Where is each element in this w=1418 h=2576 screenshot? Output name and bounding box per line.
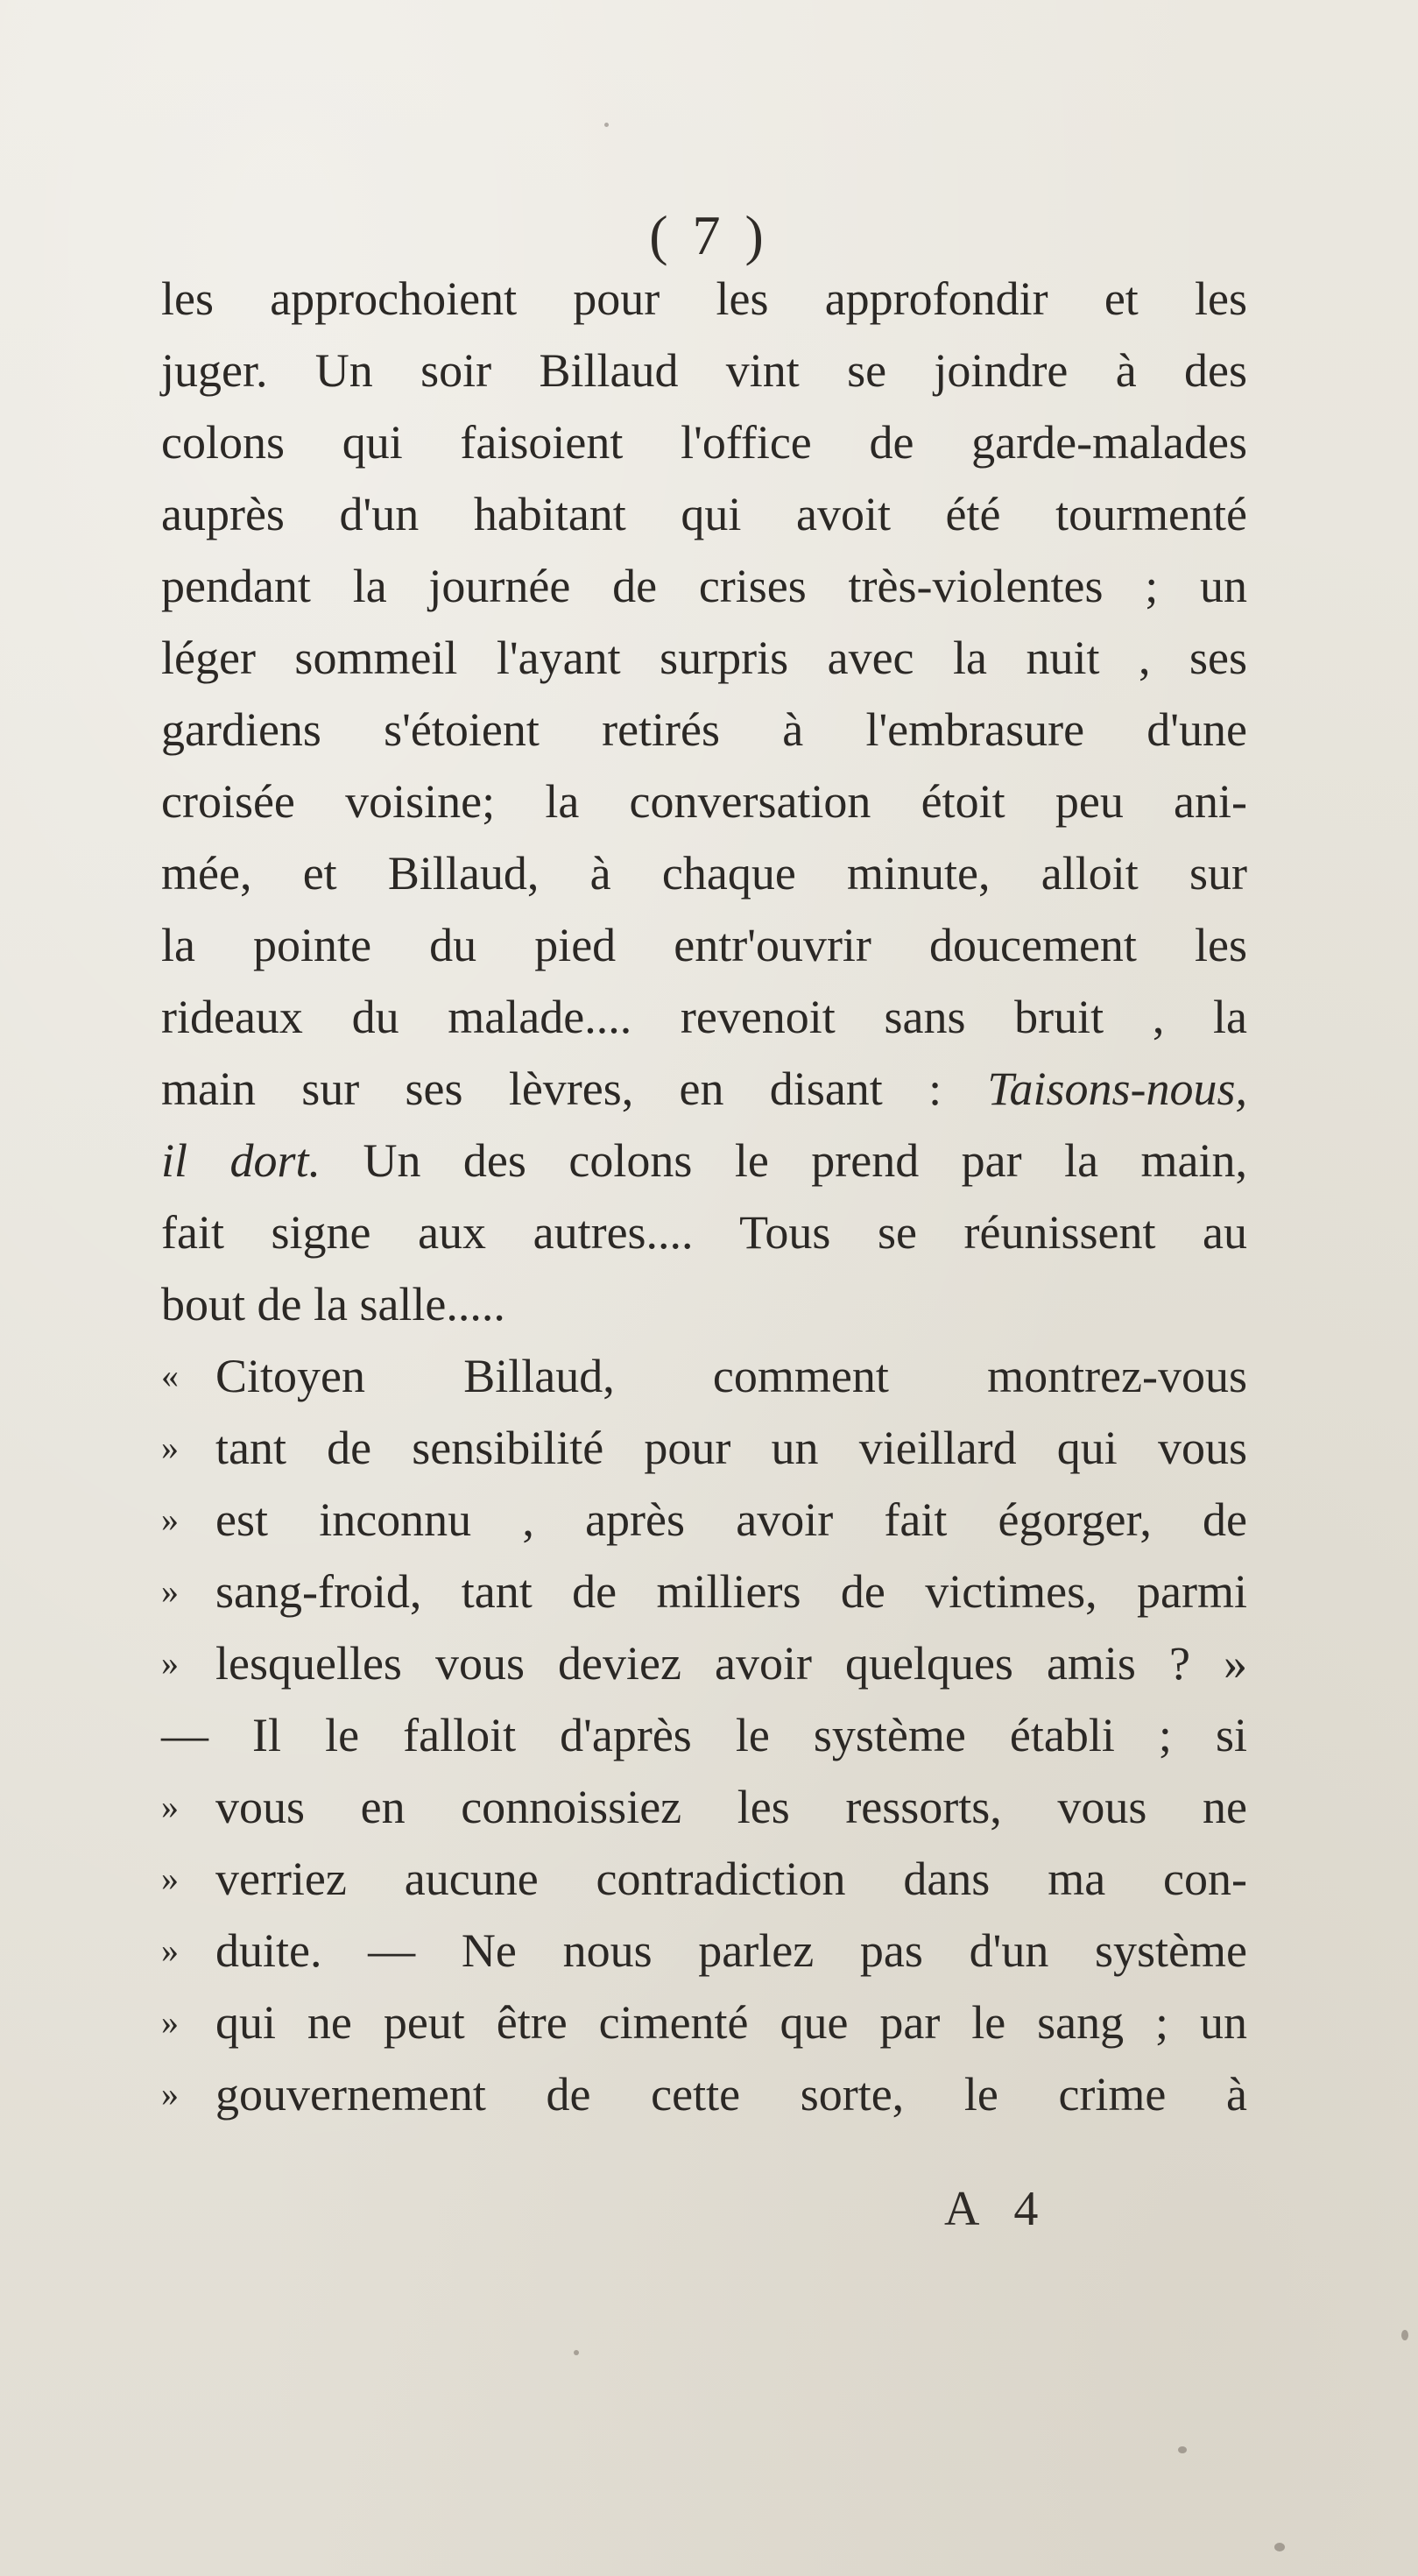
quote-mark: » (161, 1571, 179, 1611)
quote-mark: » (161, 2074, 179, 2114)
quote-line (161, 1556, 1247, 1627)
line-text: lesquelles vous deviez avoir quelques amis ? » (215, 1637, 1247, 1690)
text-line (161, 550, 1247, 622)
line-text: sang-froid, tant de milliers de victimes, parmi (215, 1565, 1247, 1618)
line-text: auprès d'un habitant qui avoit été tourmenté (161, 488, 1247, 540)
text-line (161, 694, 1247, 766)
quote-mark: « (161, 1356, 179, 1395)
line-text: la pointe du pied entr'ouvrir doucement les (161, 919, 1247, 971)
quote-mark: » (161, 1643, 179, 1683)
line-text: fait signe aux autres.... Tous se réunissent au (161, 1206, 1247, 1259)
quote-mark: » (161, 1787, 179, 1826)
text-line (161, 1268, 1247, 1340)
line-text: vous en connoissiez les ressorts, vous ne (215, 1781, 1247, 1833)
line-text: colons qui faisoient l'office de garde-malades (161, 416, 1247, 469)
line-text: est inconnu , après avoir fait égorger, de (215, 1493, 1247, 1546)
text-line (161, 406, 1247, 478)
line-text: croisée voisine; la conversation étoit peu ani- (161, 775, 1247, 828)
text-line (161, 263, 1247, 335)
signature-mark: A 4 (944, 2182, 1051, 2236)
paper-speck (1274, 2543, 1285, 2551)
text-line (161, 909, 1247, 981)
quote-line (161, 1771, 1247, 1843)
text-line (161, 335, 1247, 406)
italic-text: il dort. (161, 1134, 321, 1187)
text-line (161, 1053, 1247, 1125)
line-text: léger sommeil l'ayant surpris avec la nuit , ses (161, 632, 1247, 684)
line-text: qui ne peut être cimenté que par le sang ; un (215, 1996, 1247, 2049)
quote-mark: » (161, 1859, 179, 1898)
line-text: juger. Un soir Billaud vint se joindre à des (161, 344, 1247, 397)
line-text: gardiens s'étoient retirés à l'embrasure d'une (161, 703, 1247, 756)
line-text: mée, et Billaud, à chaque minute, alloit sur (161, 847, 1247, 900)
quote-line (161, 1915, 1247, 1987)
line-text: gouvernement de cette sorte, le crime à (215, 2068, 1247, 2121)
line-text: duite. — Ne nous parlez pas d'un système (215, 1924, 1247, 1977)
italic-text: Taisons-nous, (987, 1062, 1247, 1115)
text-line (161, 1699, 1247, 1771)
text-line (161, 622, 1247, 694)
line-text: Citoyen Billaud, comment montrez-vous (215, 1350, 1247, 1402)
text-line (161, 837, 1247, 909)
body-text (161, 263, 1247, 2130)
quote-line (161, 1340, 1247, 1412)
quote-mark: » (161, 1428, 179, 1467)
quote-mark: » (161, 1930, 179, 1970)
quote-line (161, 1987, 1247, 2058)
text-line (161, 981, 1247, 1053)
paper-speck (604, 123, 609, 127)
text-line (161, 1196, 1247, 1268)
page-number: ( 7 ) (649, 204, 769, 266)
quote-mark: » (161, 1500, 179, 1539)
line-text: tant de sensibilité pour un vieillard qui vous (215, 1422, 1247, 1474)
line-text: Un des colons le prend par la main, (321, 1134, 1248, 1187)
paper-speck (1401, 2330, 1408, 2340)
line-text: pendant la journée de crises très-violentes ; un (161, 560, 1247, 612)
line-text: main sur ses lèvres, en disant : (161, 1062, 988, 1115)
line-text: verriez aucune contradiction dans ma con- (215, 1853, 1247, 1905)
line-text: bout de la salle..... (161, 1278, 505, 1330)
paper-speck (574, 2350, 579, 2355)
line-text: les approchoient pour les approfondir et les (161, 272, 1247, 325)
line-text: — Il le falloit d'après le système établi ; si (161, 1709, 1247, 1761)
text-line (161, 478, 1247, 550)
quote-line (161, 1412, 1247, 1484)
quote-line (161, 2058, 1247, 2130)
text-line (161, 766, 1247, 837)
quote-line (161, 1627, 1247, 1699)
line-text: rideaux du malade.... revenoit sans bruit , la (161, 991, 1247, 1043)
text-line (161, 1125, 1247, 1196)
quote-mark: » (161, 2002, 179, 2042)
paper-speck (1178, 2446, 1187, 2453)
quote-line (161, 1484, 1247, 1556)
quote-line (161, 1843, 1247, 1915)
